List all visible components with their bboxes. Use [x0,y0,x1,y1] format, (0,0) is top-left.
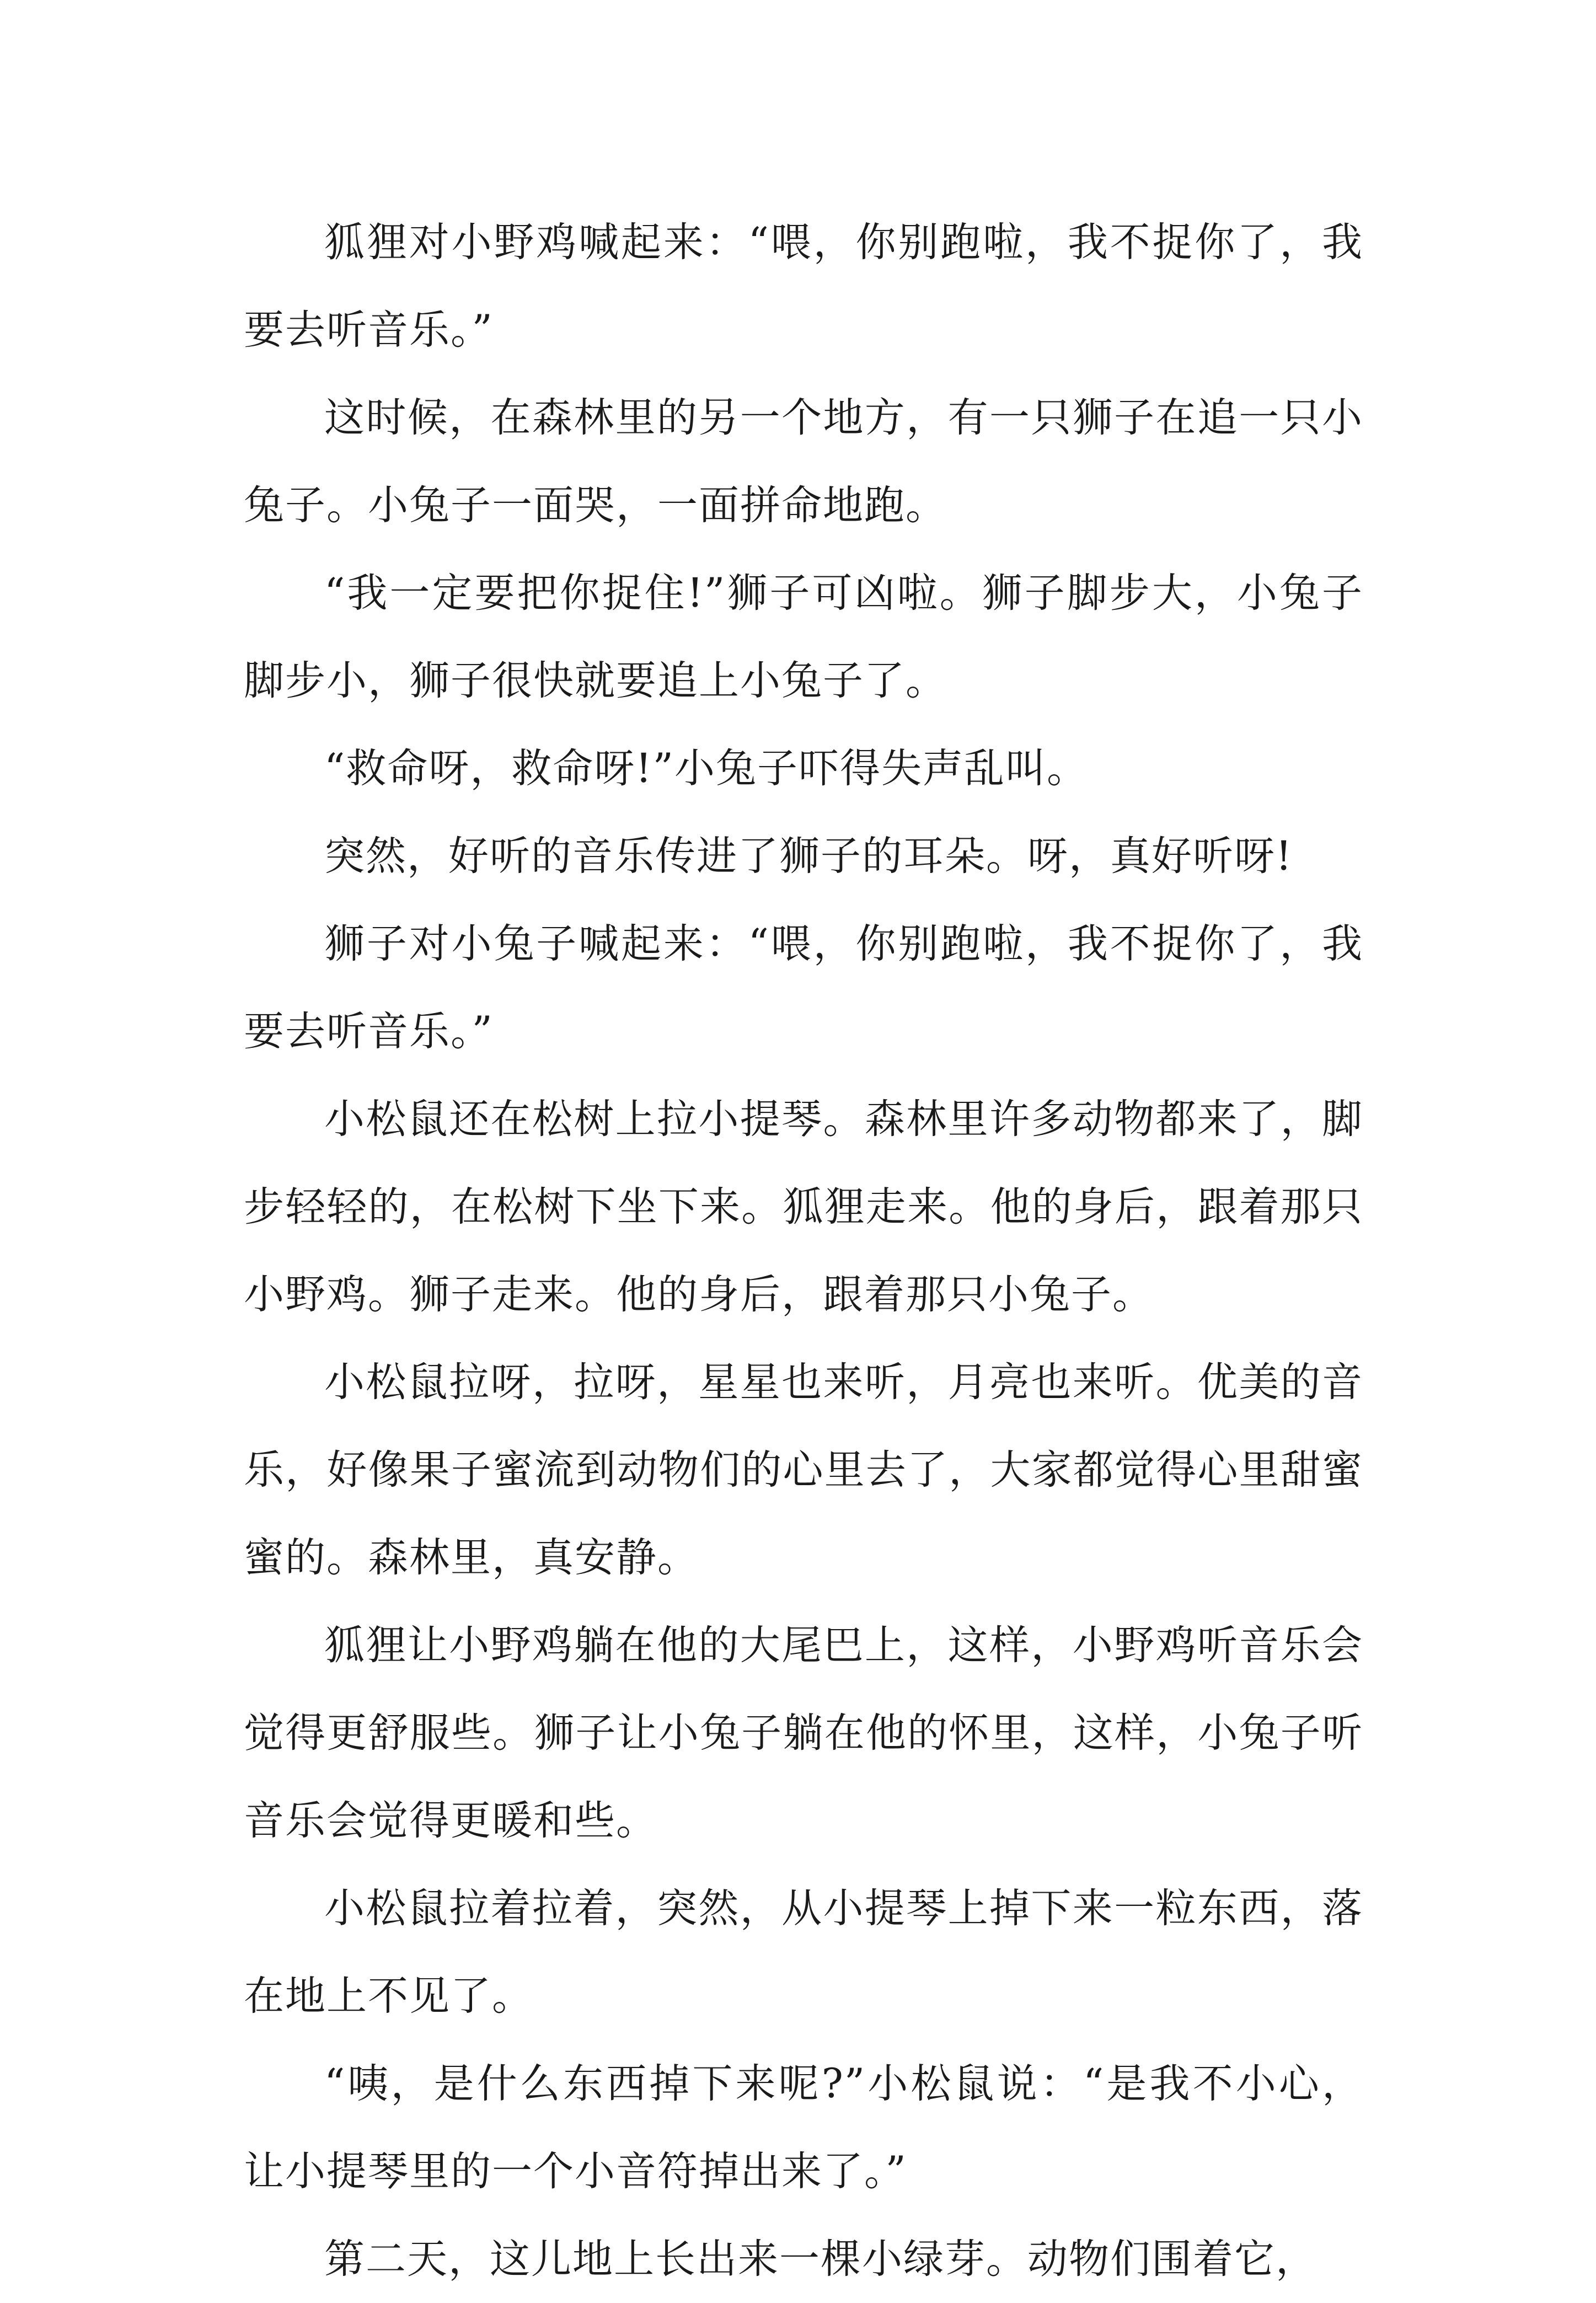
paragraph-6: 狮子对小兔子喊起来：“喂，你别跑啦，我不捉你了，我要去听音乐。” [244,920,1363,1055]
paragraph-4: “救命呀，救命呀!”小兔子吓得失声乱叫。 [324,745,1088,792]
paragraph-5: 突然，好听的音乐传进了狮子的耳朵。呀，真好听呀! [324,833,1293,880]
paragraph-8: 小松鼠拉呀，拉呀，星星也来听，月亮也来听。优美的音乐，好像果子蜜流到动物们的心里去了，大家都觉得心里甜蜜蜜的。森林里，真安静。 [244,1359,1363,1581]
paragraph-2: 这时候，在森林里的另一个地方，有一只狮子在追一只小兔子。小兔子一面哭，一面拼命地跑。 [244,394,1363,529]
story-text [244,199,1363,2303]
paragraph-3: “我一定要把你捉住!”狮子可凶啦。狮子脚步大，小兔子脚步小，狮子很快就要追上小兔子了。 [244,570,1363,704]
paragraph-1: 狐狸对小野鸡喊起来：“喂，你别跑啦，我不捉你了，我要去听音乐。” [244,219,1363,354]
paragraph-12: 第二天，这儿地上长出来一棵小绿芽。动物们围着它， [324,2236,1317,2283]
paragraph-11: “咦，是什么东西掉下来呢?”小松鼠说：“是我不小心，让小提琴里的一个小音符掉出来了。” [244,2060,1363,2195]
paragraph-10: 小松鼠拉着拉着，突然，从小提琴上掉下来一粒东西，落在地上不见了。 [244,1885,1363,2020]
paragraph-7: 小松鼠还在松树上拉小提琴。森林里许多动物都来了，脚步轻轻的，在松树下坐下来。狐狸走来。他的身后，跟着那只小野鸡。狮子走来。他的身后，跟着那只小兔子。 [244,1096,1363,1318]
paragraph-9: 狐狸让小野鸡躺在他的大尾巴上，这样，小野鸡听音乐会觉得更舒服些。狮子让小兔子躺在他的怀里，这样，小兔子听音乐会觉得更暖和些。 [244,1622,1363,1844]
